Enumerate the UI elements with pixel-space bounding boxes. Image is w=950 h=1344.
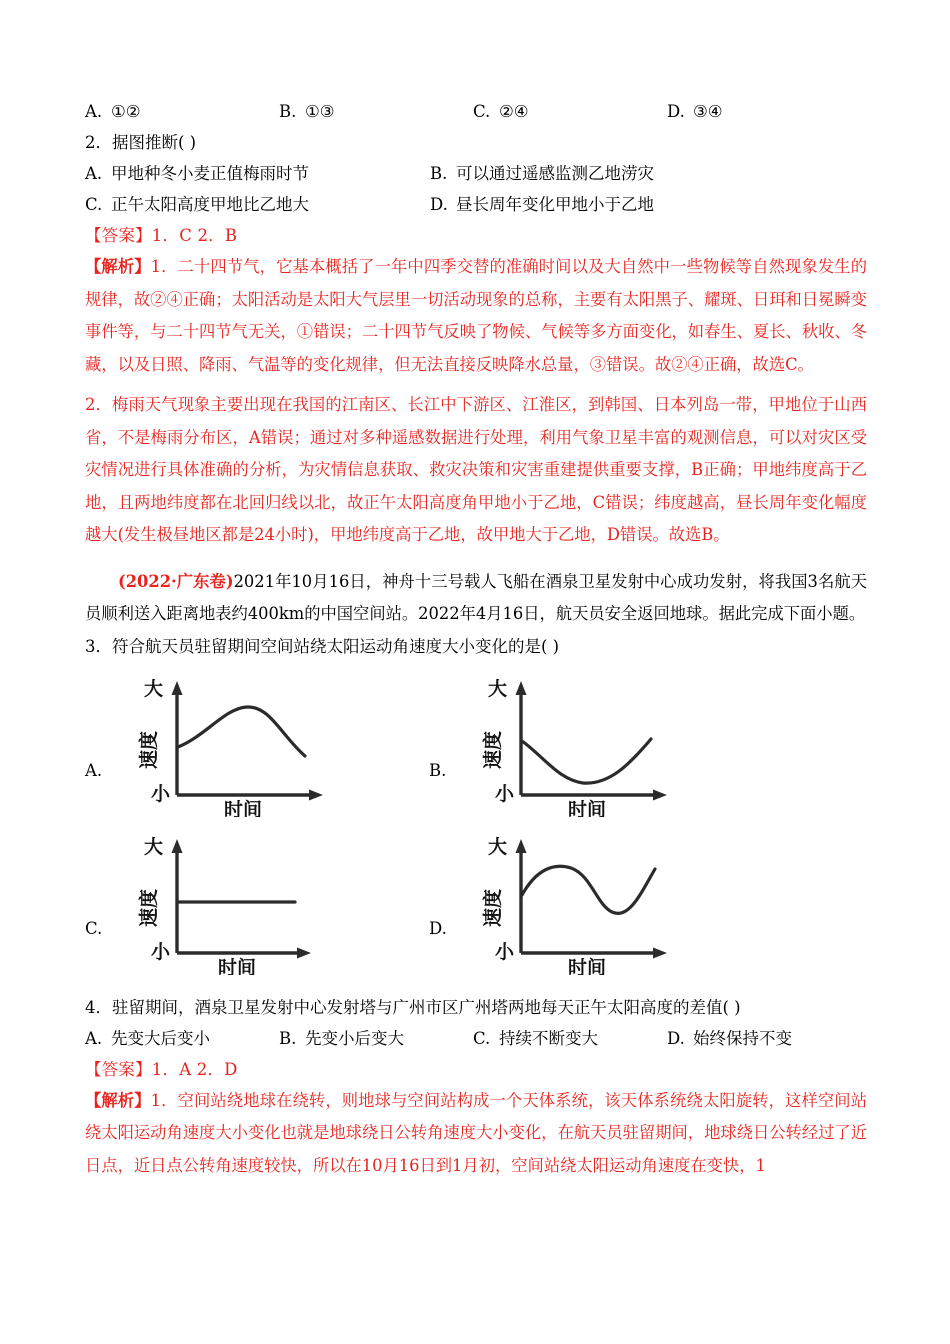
- graph-d-ybottom-label: 小: [494, 940, 514, 963]
- q4-option-b: [279, 1023, 473, 1054]
- analysis-1-text-2: 2．梅雨天气现象主要出现在我国的江南区、长江中下游区、江淮区，到韩国、日本列岛一带，甲地位于山西省，不是梅雨分布区，A错误；通过对多种遥感数据进行处理，利用气象卫星丰富的观测信息，可以对灾区受灾情况进行具体准确的分析，为灾情信息获取、救灾决策和灾害重建提供重要支撑，B正确；甲地纬度高于乙地，且两地纬度都在北回归线以北，故正午太阳高度角甲地小于乙地，C错误；纬度越高，昼长周年变化幅度越大(发生极昼地区都是24小时)，甲地纬度高于乙地，故甲地大于乙地，D错误。故选B。: [85, 395, 867, 544]
- analysis-label-1: 【解析】: [85, 257, 151, 276]
- graph-d-y-axis-title: 速度: [482, 888, 504, 927]
- q2-option-b-text: 可以通过遥感监测乙地涝灾: [456, 164, 654, 183]
- graph-b-x-axis-title: 时间: [567, 798, 607, 817]
- graph-option-c-label: C.: [85, 919, 103, 938]
- q4-option-c-label: C.: [473, 1028, 491, 1048]
- graph-option-b: [429, 668, 759, 826]
- graph-b-y-axis-title: 速度: [482, 730, 504, 769]
- q1-option-d-text: ③④: [693, 102, 723, 121]
- graph-d-curve: [522, 866, 655, 913]
- graph-option-a-label: A.: [85, 761, 103, 780]
- q4-options-row: [85, 1023, 867, 1054]
- q3-stem: 3．符合航天员驻留期间空间站绕太阳运动角速度大小变化的是( ): [85, 636, 560, 656]
- graph-b-ytop-label: 大: [487, 677, 507, 700]
- graph-a-chart: [115, 677, 405, 817]
- page-content: [85, 96, 867, 1182]
- q2-option-a-label: A.: [85, 164, 103, 183]
- graph-option-b-label: B.: [429, 761, 447, 780]
- graph-a-x-axis-title: 时间: [223, 798, 263, 817]
- analysis-block-2-part1: [85, 1085, 867, 1183]
- q4-option-c: [473, 1023, 667, 1054]
- spacer-1: [85, 381, 867, 389]
- q2-option-d: [430, 189, 654, 220]
- q1-option-a: [85, 96, 279, 127]
- graph-option-d-label: D.: [429, 919, 447, 938]
- analysis-block-1-part2: [85, 389, 867, 552]
- q1-option-b-label: B.: [279, 102, 297, 121]
- q1-option-d: [667, 96, 861, 127]
- q2-option-a: [85, 158, 430, 189]
- graph-d-x-axis-title: 时间: [567, 956, 607, 975]
- q1-option-a-label: A.: [85, 102, 103, 121]
- graph-option-d: [429, 826, 759, 984]
- q1-option-b-text: ①③: [305, 102, 335, 121]
- q4-option-c-text: 持续不断变大: [499, 1028, 598, 1048]
- graph-b-y-arrow: [516, 681, 527, 695]
- q2-option-c-text: 正午太阳高度甲地比乙地大: [111, 195, 309, 214]
- q2-option-b: [430, 158, 654, 189]
- graph-b-curve: [522, 739, 651, 783]
- q2-option-b-label: B.: [430, 164, 448, 183]
- graph-b-chart: [459, 677, 749, 817]
- q1-option-d-label: D.: [667, 102, 685, 121]
- q2-options-row-2: [85, 189, 867, 220]
- q1-option-a-text: ①②: [111, 102, 141, 121]
- graph-b-x-arrow: [653, 789, 667, 800]
- graph-option-a: [85, 668, 415, 826]
- q2-option-d-text: 昼长周年变化甲地小于乙地: [456, 195, 654, 214]
- graph-a-y-arrow: [172, 681, 183, 695]
- q2-option-a-text: 甲地种冬小麦正值梅雨时节: [111, 164, 309, 183]
- q4-option-d-text: 始终保持不变: [693, 1028, 792, 1048]
- q4-option-b-label: B.: [279, 1028, 297, 1048]
- graph-a-curve: [178, 706, 305, 755]
- q4-option-d: [667, 1023, 861, 1054]
- q4-stem: 4．驻留期间，酒泉卫星发射中心发射塔与广州市区广州塔两地每天正午太阳高度的差值( ): [85, 997, 741, 1017]
- graph-c-x-axis-title: 时间: [217, 956, 257, 975]
- graph-a-x-arrow: [309, 789, 323, 800]
- q1-options-row: [85, 96, 867, 127]
- q2-option-d-label: D.: [430, 195, 448, 214]
- graph-d-y-arrow: [516, 839, 527, 853]
- graph-a-ybottom-label: 小: [150, 782, 170, 805]
- stem-2022-text: 2021年10月16日，神舟十三号载人飞船在酒泉卫星发射中心成功发射，将我国3名航天员顺利送入距离地表约400km的中国空间站。2022年4月16日，航天员安全返回地球。据此完成下面小题。: [85, 571, 868, 623]
- q3-graph-options: [85, 668, 867, 984]
- graph-c-y-axis-title: 速度: [138, 888, 160, 927]
- spacer-2: [85, 552, 867, 566]
- graph-b-ybottom-label: 小: [494, 782, 514, 805]
- source-stem-2022: [85, 566, 867, 631]
- graph-c-x-arrow: [297, 947, 311, 958]
- q2-option-c-label: C.: [85, 195, 103, 214]
- graph-c-ybottom-label: 小: [150, 940, 170, 963]
- analysis-1-text-1: 1．二十四节气，它基本概括了一年中四季交替的准确时间以及大自然中一些物候等自然现象发生的规律，故②④正确；太阳活动是太阳大气层里一切活动现象的总称，主要有太阳黑子、耀斑、日珥和日冕瞬变事件等，与二十四节气无关，①错误；二十四节气反映了物候、气候等多方面变化，如春生、夏长、秋收、冬藏，以及日照、降雨、气温等的变化规律，但无法直接反映降水总量，③错误。故②④正确，故选C。: [85, 257, 867, 374]
- analysis-block-1-part1: [85, 251, 867, 381]
- q1-option-c-text: ②④: [499, 102, 529, 121]
- q2-options-row-1: [85, 158, 867, 189]
- analysis-2-text-1: 1．空间站绕地球在绕转，则地球与空间站构成一个天体系统，该天体系统绕太阳旋转，这样空间站绕太阳运动角速度大小变化也就是地球绕日公转角速度大小变化，在航天员驻留期间，地球绕日公转经过了近日点，近日点公转角速度较快，所以在10月16日到1月初，空间站绕太阳运动角速度在变快，1: [85, 1090, 867, 1175]
- graph-c-ytop-label: 大: [143, 835, 163, 858]
- q1-option-c: [473, 96, 667, 127]
- q2-stem: 2．据图推断( ): [85, 133, 197, 152]
- graph-d-x-arrow: [653, 947, 667, 958]
- q4-option-a-label: A.: [85, 1028, 103, 1048]
- source-tag: (2022·广东卷): [118, 571, 234, 591]
- q4-option-d-label: D.: [667, 1028, 685, 1048]
- graph-d-ytop-label: 大: [487, 835, 507, 858]
- graph-d-chart: [459, 835, 749, 975]
- q4-option-b-text: 先变小后变大: [305, 1028, 404, 1048]
- q2-option-c: [85, 189, 430, 220]
- answer-block-2: 【答案】1．A 2．D: [85, 1059, 238, 1079]
- graph-c-y-arrow: [172, 839, 183, 853]
- answer-block-1: 【答案】1．C 2．B: [85, 226, 238, 245]
- graph-a-y-axis-title: 速度: [138, 730, 160, 769]
- graph-row-1: [85, 668, 867, 826]
- graph-row-2: [85, 826, 867, 984]
- q1-option-c-label: C.: [473, 102, 491, 121]
- graph-c-chart: [115, 835, 405, 975]
- graph-a-ytop-label: 大: [143, 677, 163, 700]
- spacer-3: [85, 984, 867, 992]
- graph-option-c: [85, 826, 415, 984]
- q1-option-b: [279, 96, 473, 127]
- q4-option-a: [85, 1023, 279, 1054]
- q4-option-a-text: 先变大后变小: [111, 1028, 210, 1048]
- analysis-label-2: 【解析】: [85, 1090, 151, 1110]
